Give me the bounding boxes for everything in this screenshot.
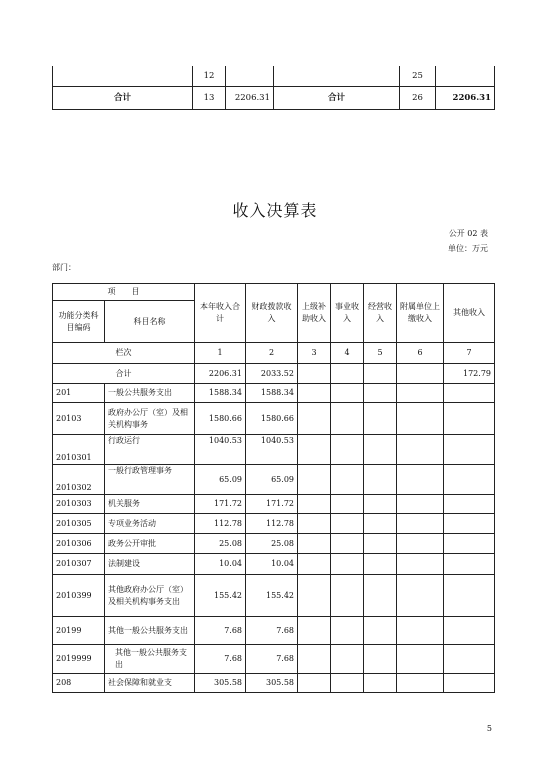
table-row <box>53 495 495 514</box>
column-num: 4 <box>331 343 364 364</box>
func-code: 2010302 <box>53 465 105 495</box>
subject-name: 专项业务活动 <box>105 514 195 534</box>
income-statement-table <box>52 283 495 693</box>
table-row <box>53 617 495 645</box>
total-row <box>53 364 495 384</box>
total-cell: 10.04 <box>195 554 246 575</box>
fiscal-cell: 25.08 <box>246 534 298 554</box>
page-title: 收入决算表 <box>232 201 318 220</box>
total-amount: 2206.31 <box>195 364 246 384</box>
total-cell: 171.72 <box>195 495 246 514</box>
fiscal-cell: 1580.66 <box>246 403 298 435</box>
header-fiscal: 财政拨款收入 <box>246 284 298 343</box>
header-operating: 经营收入 <box>364 284 397 343</box>
total-cell: 25.08 <box>195 534 246 554</box>
right-label <box>274 66 400 87</box>
left-total-value: 2206.31 <box>226 87 274 110</box>
header-subject-name: 科目名称 <box>105 301 195 343</box>
column-number-row <box>53 343 495 364</box>
func-code: 2010307 <box>53 554 105 575</box>
column-num: 6 <box>397 343 444 364</box>
fiscal-cell: 155.42 <box>246 575 298 617</box>
func-code: 20199 <box>53 617 105 645</box>
fiscal-cell: 7.68 <box>246 645 298 674</box>
fiscal-cell: 112.78 <box>246 514 298 534</box>
form-code <box>448 226 488 256</box>
table-row <box>53 465 495 495</box>
subject-name: 其他政府办公厅（室）及相关机构事务支出 <box>105 575 195 617</box>
table-row <box>53 575 495 617</box>
subject-name: 行政运行 <box>105 435 195 465</box>
total-cell: 1040.53 <box>195 435 246 465</box>
fiscal-cell: 10.04 <box>246 554 298 575</box>
column-row-label: 栏次 <box>53 343 195 364</box>
fiscal-cell: 171.72 <box>246 495 298 514</box>
table-row <box>53 534 495 554</box>
right-value <box>436 66 495 87</box>
func-code: 2010306 <box>53 534 105 554</box>
fiscal-cell: 65.09 <box>246 465 298 495</box>
table-row <box>53 554 495 575</box>
fiscal-cell: 7.68 <box>246 617 298 645</box>
department-label: 部门： <box>52 263 76 272</box>
right-total-label: 合计 <box>274 87 400 110</box>
subject-name: 政府办公厅（室）及相关机构事务 <box>105 403 195 435</box>
func-code: 2019999 <box>53 645 105 674</box>
header-row <box>53 284 495 301</box>
total-cell: 65.09 <box>195 465 246 495</box>
func-code: 2010399 <box>53 575 105 617</box>
func-code: 2010303 <box>53 495 105 514</box>
table-row <box>53 403 495 435</box>
fiscal-cell: 1040.53 <box>246 435 298 465</box>
fiscal-cell: 305.58 <box>246 674 298 693</box>
total-cell: 7.68 <box>195 645 246 674</box>
func-code: 2010305 <box>53 514 105 534</box>
subject-name: 一般行政管理事务 <box>105 465 195 495</box>
table-row <box>53 674 495 693</box>
func-code: 20103 <box>53 403 105 435</box>
func-code: 208 <box>53 674 105 693</box>
right-index: 25 <box>400 66 436 87</box>
column-num: 2 <box>246 343 298 364</box>
total-fiscal: 2033.52 <box>246 364 298 384</box>
header-business: 事业收入 <box>331 284 364 343</box>
header-func-code: 功能分类科目编码 <box>53 301 105 343</box>
total-cell: 1580.66 <box>195 403 246 435</box>
left-index: 13 <box>193 87 226 110</box>
header-subsidy: 上级补助收入 <box>298 284 331 343</box>
subject-name: 其他一般公共服务支出 <box>105 645 195 674</box>
table-row <box>53 514 495 534</box>
summary-table-top <box>52 66 495 110</box>
column-num: 5 <box>364 343 397 364</box>
subject-name: 政务公开审批 <box>105 534 195 554</box>
total-cell: 305.58 <box>195 674 246 693</box>
left-total-label: 合计 <box>53 87 193 110</box>
right-total-value: 2206.31 <box>436 87 495 110</box>
func-code: 2010301 <box>53 435 105 465</box>
unit-label: 单位：万元 <box>448 244 488 253</box>
left-index: 12 <box>193 66 226 87</box>
header-total: 本年收入合计 <box>195 284 246 343</box>
page-number: 5 <box>486 724 492 733</box>
form-number: 公开 02 表 <box>448 229 488 238</box>
func-code: 201 <box>53 384 105 403</box>
table-row <box>53 87 495 110</box>
subject-name: 社会保障和就业支 <box>105 674 195 693</box>
total-label: 合计 <box>53 364 195 384</box>
total-cell: 1588.34 <box>195 384 246 403</box>
table-row <box>53 66 495 87</box>
header-affiliated: 附属单位上缴收入 <box>397 284 444 343</box>
total-cell: 112.78 <box>195 514 246 534</box>
total-other: 172.79 <box>444 364 495 384</box>
column-num: 3 <box>298 343 331 364</box>
header-item: 项 目 <box>53 284 195 301</box>
subject-name: 其他一般公共服务支出 <box>105 617 195 645</box>
header-other: 其他收入 <box>444 284 495 343</box>
subject-name: 法制建设 <box>105 554 195 575</box>
left-value <box>226 66 274 87</box>
fiscal-cell: 1588.34 <box>246 384 298 403</box>
table-row <box>53 645 495 674</box>
table-row <box>53 384 495 403</box>
subject-name: 一般公共服务支出 <box>105 384 195 403</box>
subject-name: 机关服务 <box>105 495 195 514</box>
table-row <box>53 435 495 465</box>
right-index: 26 <box>400 87 436 110</box>
column-num: 7 <box>444 343 495 364</box>
left-label <box>53 66 193 87</box>
column-num: 1 <box>195 343 246 364</box>
total-cell: 155.42 <box>195 575 246 617</box>
total-cell: 7.68 <box>195 617 246 645</box>
